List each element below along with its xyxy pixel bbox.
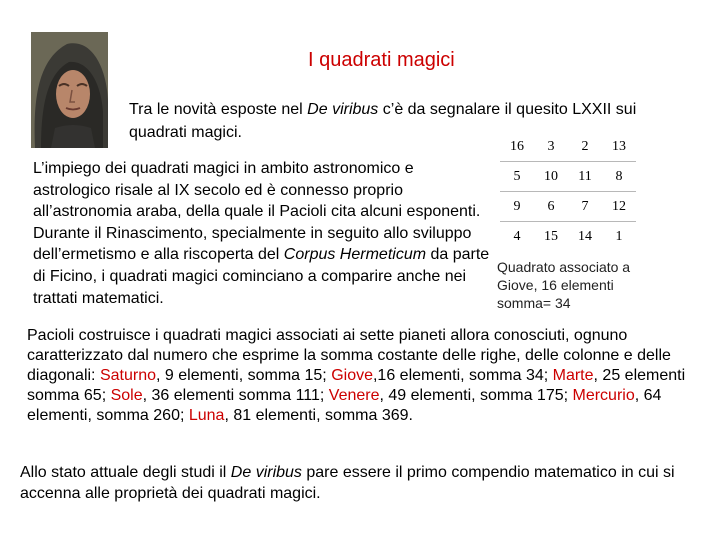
magic-square-table [500, 132, 636, 251]
work-title-de-viribus: De viribus [307, 101, 379, 118]
planet-giove: Giove [331, 367, 373, 384]
planet-sole: Sole [110, 387, 143, 404]
table-row [500, 192, 636, 222]
table-cell: 6 [534, 192, 568, 222]
planet-saturno: Saturno [99, 367, 156, 384]
table-cell: 13 [612, 138, 626, 154]
table-cell: 10 [534, 162, 568, 192]
table-cell: 14 [568, 222, 602, 252]
work-title-de-viribus: De viribus [230, 464, 302, 481]
intro-text: Tra le novità esposte nel De viribus c’è da segnalare il quesito LXXII sui quadrati magici. [129, 101, 637, 141]
paragraph-conclusion: Allo stato attuale degli studi il De viribus pare essere il primo compendio matematico in cui si accenna alle proprietà dei quadrati magici. [20, 464, 675, 502]
table-cell: 12 [602, 192, 636, 222]
table-cell: 11 [568, 162, 602, 192]
table-row [500, 132, 636, 162]
table-cell: 15 [534, 222, 568, 252]
work-title-corpus-hermeticum: Corpus Hermeticum [283, 246, 427, 264]
paragraph-arab-origins: L’impiego dei quadrati magici in ambito astronomico e astrologico risale al IX secolo ed è connesso proprio all’astronomia araba, della quale il Pacioli cita alcuni esponenti. Durante il Rinascimento, specialmente in seguito allo sviluppo dell’ermetismo e alla riscoperta del Corpus Hermeticum da parte di Ficino, i quadrati magici cominciano a comparire anche nei trattati matematici. [33, 160, 490, 307]
planet-luna: Luna [188, 407, 225, 424]
table-cell: 16 [510, 138, 524, 154]
paragraph-planets: Pacioli costruisce i quadrati magici associati ai sette pianeti allora conosciuti, ognuno caratterizzato dal numero che esprime la somma costante delle righe, delle colonne e delle diagonali: Saturno, 9 elementi, somma 15; Giove,16 elementi, somma 34; Marte, 25 elementi somma 65; Sole, 36 elementi somma 111; Venere, 49 elementi, somma 175; Mercurio, 64 elementi, somma 260; Luna, 81 elementi, somma 369. [27, 327, 686, 424]
table-row [500, 222, 636, 252]
planet-marte: Marte [552, 367, 594, 384]
portrait-image [31, 32, 108, 148]
magic-square-caption: Quadrato associato a Giove, 16 elementi somma= 34 [497, 259, 631, 311]
table-cell: 9 [500, 192, 534, 222]
page-title: I quadrati magici [308, 49, 455, 71]
planet-mercurio: Mercurio [572, 387, 635, 404]
table-cell: 8 [602, 162, 636, 192]
table-cell: 7 [568, 192, 602, 222]
table-cell: 1 [602, 222, 636, 252]
table-row [500, 162, 636, 192]
table-cell: 5 [500, 162, 534, 192]
planet-venere: Venere [328, 387, 380, 404]
table-cell: 4 [500, 222, 534, 252]
table-cell: 2 [581, 138, 589, 154]
table-cell: 3 [547, 138, 555, 154]
